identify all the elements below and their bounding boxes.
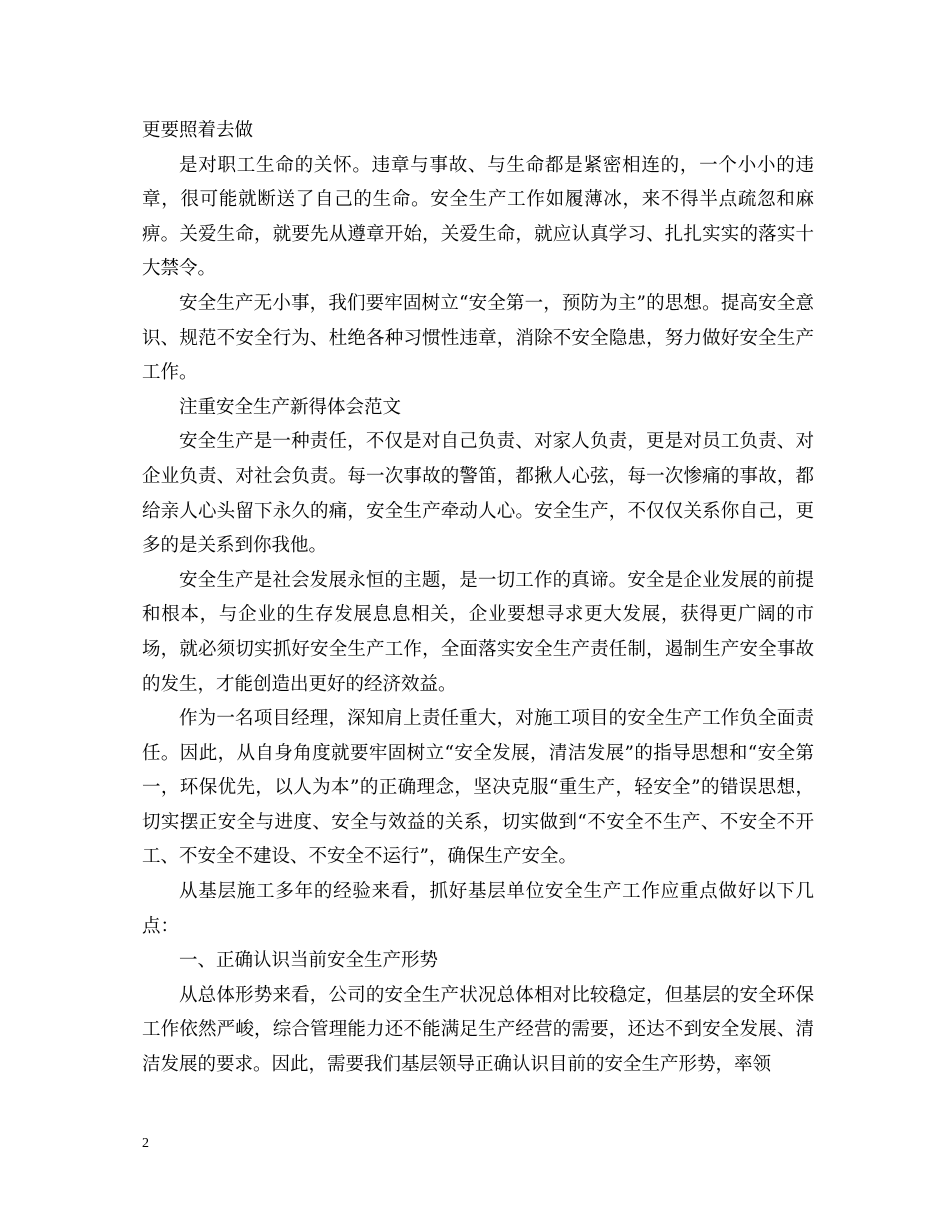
section-heading: 一、正确认识当前安全生产形势 — [179, 950, 439, 972]
paragraph: 作为一名项目经理，深知肩上责任重大，对施工项目的安全生产工作负全面责任。因此，从自身角度就要牢固树立“安全发展，清洁发展”的指导思想和“安全第一，环保优先，以人为本”的正确理念，坚决克服“重生产，轻安全”的错误思想，切实摆正安全与进度、安全与效益的关系，切实做到“不安全不生产、不安全不开工、不安全不建设、不安全不运行”，确保生产安全。 — [142, 708, 814, 868]
page-number: 2 — [142, 1136, 149, 1151]
document-body — [142, 114, 814, 1083]
paragraph: 更要照着去做 — [142, 120, 254, 141]
section-heading: 注重安全生产新得体会范文 — [179, 396, 402, 418]
paragraph: 从总体形势来看，公司的安全生产状况总体相对比较稳定，但基层的安全环保工作依然严峻，综合管理能力还不能满足生产经营的需要，还达不到安全发展、清洁发展的要求。因此，需要我们基层领导正确认识目前的安全生产形势，率领 — [142, 984, 814, 1076]
paragraph: 从基层施工多年的经验来看，抓好基层单位安全生产工作应重点做好以下几点： — [142, 881, 814, 937]
paragraph: 是对职工生命的关怀。违章与事故、与生命都是紧密相连的，一个小小的违章，很可能就断送了自己的生命。安全生产工作如履薄冰，来不得半点疏忽和麻痹。关爱生命，就要先从遵章开始，关爱生命，就应认真学习、扎扎实实的落实十大禁令。 — [142, 154, 814, 280]
paragraph: 安全生产是社会发展永恒的主题，是一切工作的真谛。安全是企业发展的前提和根本，与企业的生存发展息息相关，企业要想寻求更大发展，获得更广阔的市场，就必须切实抓好安全生产工作，全面落实安全生产责任制，遏制生产安全事故的发生，才能创造出更好的经济效益。 — [142, 569, 814, 695]
paragraph: 安全生产是一种责任，不仅是对自己负责、对家人负责，更是对员工负责、对企业负责、对社会负责。每一次事故的警笛，都揪人心弦，每一次惨痛的事故，都给亲人心头留下永久的痛，安全生产牵动人心。安全生产，不仅仅关系你自己，更多的是关系到你我他。 — [142, 431, 814, 557]
paragraph: 安全生产无小事，我们要牢固树立“安全第一，预防为主”的思想。提高安全意识、规范不安全行为、杜绝各种习惯性违章，消除不安全隐患，努力做好安全生产工作。 — [142, 292, 814, 384]
